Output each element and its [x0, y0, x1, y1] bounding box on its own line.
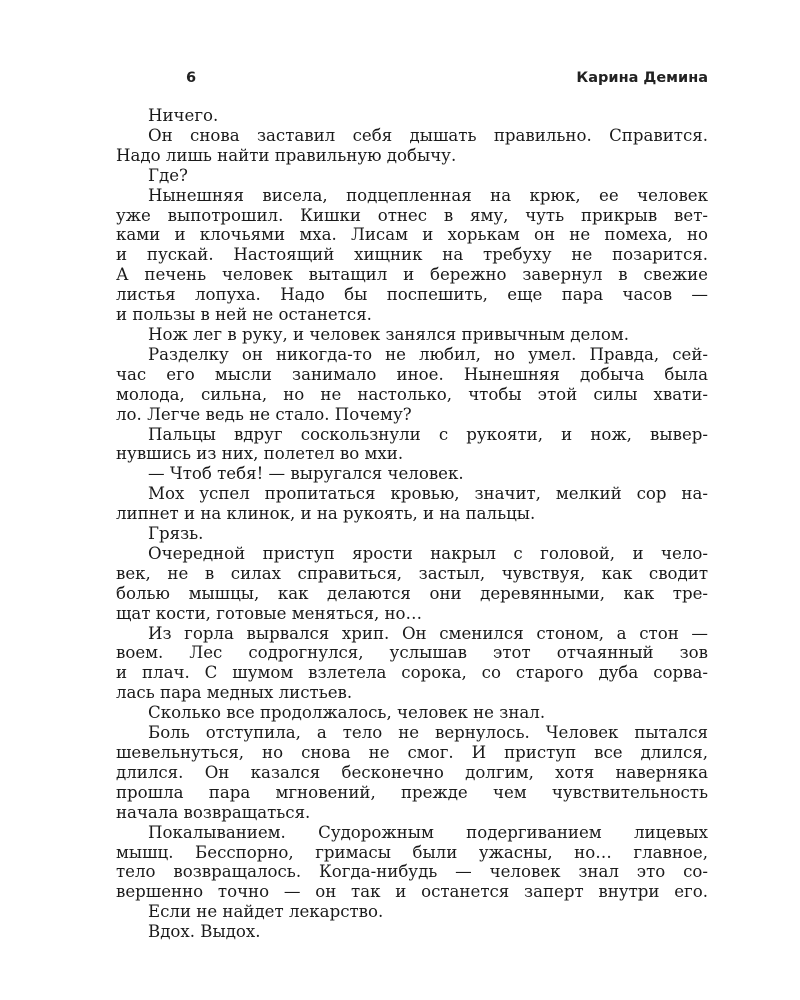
- text-line: молода, сильна, но не настолько, чтобы этой силы хвати-: [116, 384, 708, 404]
- text-line: Нож лег в руку, и человек занялся привычным делом.: [148, 324, 629, 344]
- text-line: Нынешняя висела, подцепленная на крюк, ее человек: [148, 185, 708, 205]
- text-line: Из горла вырвался хрип. Он сменился стоном, а стон —: [148, 623, 708, 643]
- text-line: болью мышцы, как делаются они деревянными, как тре-: [116, 583, 708, 603]
- book-page: [116, 70, 708, 942]
- text-line: Если не найдет лекарство.: [148, 902, 384, 922]
- text-line: — Чтоб тебя! — выругался человек.: [148, 464, 464, 484]
- text-line: и пользы в ней не останется.: [116, 305, 372, 325]
- text-line: щат кости, готовые меняться, но…: [116, 603, 423, 623]
- text-line: и пускай. Настоящий хищник на требуху не позарится.: [116, 245, 708, 265]
- text-line: лась пара медных листьев.: [116, 683, 353, 703]
- text-line: Вдох. Выдох.: [148, 922, 261, 942]
- page-header: [116, 70, 708, 94]
- text-line: начала возвращаться.: [116, 802, 311, 822]
- text-line: уже выпотрошил. Кишки отнес в яму, чуть прикрыв вет-: [116, 205, 708, 225]
- text-line: Покалыванием. Судорожным подергиванием лицевых: [148, 822, 708, 842]
- text-line: Разделку он никогда-то не любил, но умел. Правда, сей-: [148, 344, 708, 364]
- text-line: мышц. Бесспорно, гримасы были ужасны, но… главное,: [116, 842, 708, 862]
- text-line: длился. Он казался бесконечно долгим, хотя наверняка: [116, 762, 708, 782]
- text-line: Надо лишь найти правильную добычу.: [116, 145, 457, 165]
- text-line: нувшись из них, полетел во мхи.: [116, 444, 404, 464]
- text-line: вершенно точно — он так и останется заперт внутри его.: [116, 882, 708, 902]
- text-line: Ничего.: [148, 106, 219, 125]
- text-line: воем. Лес содрогнулся, услышав этот отчаянный зов: [116, 643, 708, 663]
- body-text: [116, 106, 708, 942]
- text-line: Он снова заставил себя дышать правильно. Справится.: [148, 125, 708, 145]
- text-line: Грязь.: [148, 524, 204, 544]
- text-line: ками и клочьями мха. Лисам и хорькам он не помеха, но: [116, 225, 708, 245]
- text-line: прошла пара мгновений, прежде чем чувствительность: [116, 782, 708, 802]
- text-line: и плач. С шумом взлетела сорока, со старого дуба сорва-: [116, 663, 708, 683]
- text-line: шевельнуться, но снова не смог. И приступ все длился,: [116, 743, 708, 762]
- text-line: Сколько все продолжалось, человек не знал.: [148, 703, 546, 723]
- text-line: ло. Легче ведь не стало. Почему?: [116, 404, 412, 424]
- text-line: А печень человек вытащил и бережно завернул в свежие: [116, 265, 708, 285]
- text-line: Очередной приступ ярости накрыл с головой, и чело-: [148, 543, 708, 563]
- running-head-author: Карина Демина: [576, 70, 708, 86]
- text-line: Мох успел пропитаться кровью, значит, мелкий сор на-: [148, 484, 708, 504]
- text-line: век, не в силах справиться, застыл, чувствуя, как сводит: [116, 563, 708, 583]
- page-number: 6: [186, 70, 197, 86]
- text-line: Боль отступила, а тело не вернулось. Человек пытался: [148, 723, 708, 743]
- text-line: тело возвращалось. Когда-нибудь — человек знал это со-: [116, 862, 708, 882]
- text-line: листья лопуха. Надо бы поспешить, еще пара часов —: [116, 285, 708, 305]
- text-line: час его мысли занимало иное. Нынешняя добыча была: [116, 364, 708, 384]
- text-line: липнет и на клинок, и на рукоять, и на пальцы.: [116, 504, 536, 524]
- text-line: Пальцы вдруг соскользнули с рукояти, и нож, вывер-: [148, 424, 708, 444]
- text-line: Где?: [148, 165, 188, 185]
